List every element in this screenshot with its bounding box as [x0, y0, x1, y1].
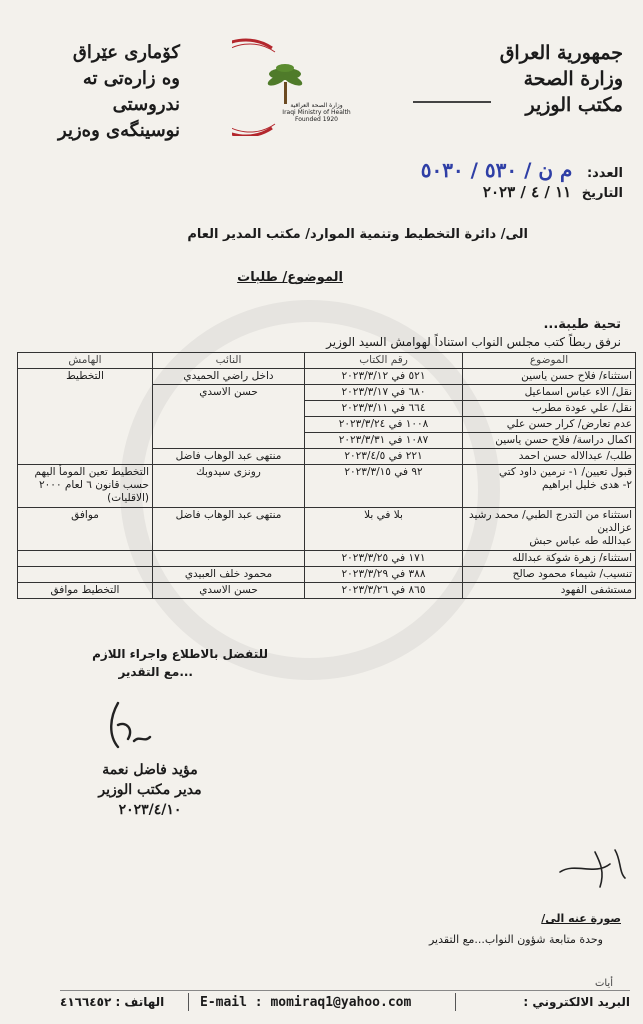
- copy-to-line: وحدة متابعة شؤون النواب...مع التقدير: [428, 933, 603, 946]
- cell-margin: موافق: [18, 508, 153, 551]
- email-label: البريد الالكتروني :: [523, 995, 630, 1009]
- cell-subject: نقل/ علي عودة مطرب: [463, 401, 636, 417]
- cell-deputy: محمود خلف العبيدي: [153, 567, 305, 583]
- header-kurdish-line-2: وه زارەتى تە ندروستى: [82, 68, 180, 115]
- ref-date-value: ١١ / ٤ / ٢٠٢٣: [482, 183, 572, 201]
- cell-letter: ٩٢ في ٢٠٢٣/٣/١٥: [305, 465, 463, 508]
- phone-number: الهاتف : ٤١٦٦٤٥٢: [60, 995, 165, 1009]
- closing-line-1: للتفضل بالاطلاع واجراء اللازم: [92, 647, 268, 661]
- intro-text: نرفق ربطاً كتب مجلس النواب استناداً لهوامش السيد الوزير: [326, 335, 621, 349]
- header-letter-number: رقم الكتاب: [305, 353, 463, 369]
- ref-date-label: التاريخ: [581, 186, 623, 201]
- table-row: [18, 508, 636, 551]
- signature-scribble-icon: [100, 695, 160, 755]
- cell-deputy: [153, 551, 305, 567]
- ministry-logo: [232, 36, 362, 136]
- email-address: E-mail : momiraq1@yahoo.com: [200, 995, 412, 1010]
- cell-deputy: حسن الاسدي: [153, 583, 305, 599]
- cell-subject: اكمال دراسة/ فلاح حسن ياسين: [463, 433, 636, 449]
- cell-letter: بلا في بلا: [305, 508, 463, 551]
- cell-margin: التخطيط تعين المومأ اليهم حسب قانون ٦ لعام ٢٠٠٠ (الاقليات): [18, 465, 153, 508]
- closing-line-2: ...مع التقدير: [118, 665, 193, 679]
- signatory-name: مؤيد فاضل نعمة: [102, 762, 198, 778]
- header-arabic-line-3: مكتب الوزير: [525, 94, 623, 116]
- cell-letter: ٨٦٥ في ٢٠٢٣/٣/٢٦: [305, 583, 463, 599]
- cell-subject: قبول تعيين/ ١- نرمين داود كتي ٢- هدى خليل ابراهيم: [463, 465, 636, 508]
- footer: [60, 990, 630, 1010]
- ref-number-value: م ن / ٥٣٠ / ٥٠٣٠: [420, 158, 573, 182]
- header-kurdish: [10, 40, 180, 144]
- cell-subject: طلب/ عبدالاله حسن احمد: [463, 449, 636, 465]
- footnote: أيات: [594, 978, 613, 989]
- cell-letter: ٥٢١ في ٢٠٢٣/٣/١٢: [305, 369, 463, 385]
- cell-subject: تنسيب/ شيماء محمود صالح: [463, 567, 636, 583]
- cell-letter: ٢٢١ في ٢٠٢٣/٤/٥: [305, 449, 463, 465]
- table-row: [18, 465, 636, 508]
- cell-deputy: حسن الاسدي: [153, 385, 305, 449]
- cell-subject: استثناء من التدرج الطبي/ محمد رشيد عزالدين عبدالله طه عباس حبش: [463, 508, 636, 551]
- cell-letter: ٦٦٤ في ٢٠٢٣/٣/١١: [305, 401, 463, 417]
- table-header-row: [18, 353, 636, 369]
- cell-margin: التخطيط: [18, 369, 153, 465]
- ref-number: [421, 158, 623, 182]
- logo-text-founded: Founded 1920: [295, 116, 338, 123]
- cell-subject: مستشفى الفهود: [463, 583, 636, 599]
- header-kurdish-line-3: نوسینگەی وەزیر: [58, 120, 180, 141]
- header-arabic-line-2: وزارة الصحة: [523, 68, 623, 90]
- header-arabic: [500, 40, 623, 118]
- cell-subject: عدم تعارض/ كرار حسن علي: [463, 417, 636, 433]
- cell-deputy: رونزى سيدوبك: [153, 465, 305, 508]
- ref-number-label: العدد:: [586, 166, 623, 181]
- header-margin: الهامش: [18, 353, 153, 369]
- copy-to-label: صورة عنه الى/: [541, 912, 621, 925]
- header-deputy: النائب: [153, 353, 305, 369]
- signature-block: [70, 760, 230, 820]
- recipient: الى/ دائرة التخطيط وتنمية الموارد/ مكتب المدير العام: [187, 227, 528, 242]
- cell-margin: التخطيط موافق: [18, 583, 153, 599]
- logo-text-english: Iraqi Ministry of Health: [282, 109, 351, 116]
- table-row: [18, 583, 636, 599]
- cell-subject: استثناء/ فلاح حسن ياسين: [463, 369, 636, 385]
- requests-table: [17, 352, 636, 599]
- footer-divider: [455, 993, 456, 1011]
- table-row: [18, 567, 636, 583]
- cell-margin: [18, 551, 153, 567]
- signature-date: ٢٠٢٣/٤/١٠: [118, 802, 182, 818]
- cell-deputy: منتهى عبد الوهاب فاضل: [153, 508, 305, 551]
- greeting: تحية طيبة...: [543, 317, 621, 332]
- header-subject: الموضوع: [463, 353, 636, 369]
- cell-subject: نقل/ الاء عباس اسماعيل: [463, 385, 636, 401]
- cell-subject: استثناء/ زهرة شوكة عبدالله: [463, 551, 636, 567]
- cell-letter: ١٠٨٧ في ٢٠٢٣/٣/٣١: [305, 433, 463, 449]
- footer-divider: [188, 993, 189, 1011]
- cell-deputy: داخل راضي الحميدي: [153, 369, 305, 385]
- subject: الموضوع/ طلبات: [237, 270, 343, 285]
- logo-text-arabic: وزارة الصحة العراقية: [290, 102, 343, 109]
- header-arabic-line-1: جمهورية العراق: [499, 42, 623, 64]
- header-arabic-divider: [413, 101, 491, 103]
- header-kurdish-line-1: كۆمارى عێراق: [72, 42, 180, 63]
- cell-letter: ٣٨٨ في ٢٠٢٣/٣/٢٩: [305, 567, 463, 583]
- cell-deputy: منتهى عبد الوهاب فاضل: [153, 449, 305, 465]
- table-row: [18, 551, 636, 567]
- cell-letter: ١٠٠٨ في ٢٠٢٣/٣/٢٤: [305, 417, 463, 433]
- cell-letter: ٦٨٠ في ٢٠٢٣/٣/١٧: [305, 385, 463, 401]
- initials-scribble-icon: [555, 842, 630, 897]
- ref-date: [483, 183, 623, 201]
- cell-margin: [18, 567, 153, 583]
- cell-letter: ١٧١ في ٢٠٢٣/٣/٢٥: [305, 551, 463, 567]
- table-row: [18, 369, 636, 385]
- signatory-title: مدير مكتب الوزير: [98, 782, 202, 798]
